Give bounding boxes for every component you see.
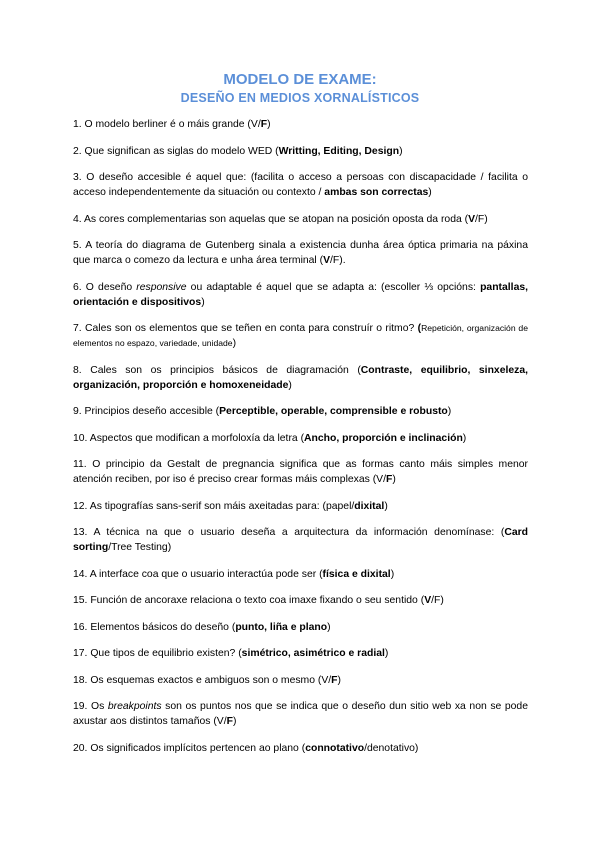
question-1: 1. O modelo berliner é o máis grande (V/F) (73, 119, 271, 130)
question-3: 3. O deseño accesible é aquel que: (facilita o acceso a persoas con discapacidade / facilita o acceso independentemente da situación ou contexto / ambas son correctas) (73, 172, 528, 198)
question-9: 9. Principios deseño accesible (Perceptible, operable, comprensible e robusto) (73, 406, 452, 417)
question-7: 7. Cales son os elementos que se teñen en conta para construír o ritmo? (Repetición, organización de elementos no espazo, variedade, unidade) (73, 323, 528, 349)
question-5: 5. A teoría do diagrama de Gutenberg sinala a existencia dunha área óptica primaria na páxina que marca o comezo da lectura e unha área terminal (V/F). (73, 240, 528, 266)
page-title: MODELO DE EXAME: (223, 71, 377, 88)
question-list (73, 117, 528, 767)
title-block (0, 71, 600, 106)
question-8: 8. Cales son os principios básicos de diagramación (Contraste, equilibrio, sinxeleza, organización, proporción e homoxeneidade) (73, 364, 529, 391)
question-13: 13. A técnica na que o usuario deseña a arquitectura da información denomínase: (Card sorting/Tree Testing) (73, 527, 528, 553)
question-11: 11. O principio da Gestalt de pregnancia significa que as formas canto máis simples menor atención reciben, por iso é preciso crear formas máis complexas (V/F) (73, 459, 528, 485)
question-10: 10. Aspectos que modifican a morfoloxía da letra (Ancho, proporción e inclinación) (73, 432, 467, 444)
question-15: 15. Función de ancoraxe relaciona o texto coa imaxe fixando o seu sentido (V/F) (73, 595, 444, 606)
question-20: 20. Os significados implícitos pertencen ao plano (connotativo/denotativo) (73, 742, 419, 754)
question-2: 2. Que significan as siglas do modelo WED (Writting, Editing, Design) (73, 145, 403, 157)
question-6: 6. O deseño responsive ou adaptable é aquel que se adapta a: (escoller ⅓ opcións: pantallas, orientación e dispositivos) (73, 281, 529, 308)
question-17: 17. Que tipos de equilibrio existen? (simétrico, asimétrico e radial) (73, 648, 389, 659)
page-subtitle: DESEÑO EN MEDIOS XORNALÍSTICOS (180, 91, 420, 105)
question-19: 19. Os breakpoints son os puntos nos que se indica que o deseño dun sitio web xa non se pode axustar aos distintos tamaños (V/F) (73, 701, 528, 727)
question-12: 12. As tipografías sans-serif son máis axeitadas para: (papel/dixital) (73, 500, 388, 512)
question-4: 4. As cores complementarias son aquelas que se atopan na posición oposta da roda (V/F) (73, 213, 488, 225)
question-18: 18. Os esquemas exactos e ambiguos son o mesmo (V/F) (73, 674, 341, 686)
question-14: 14. A interface coa que o usuario interactúa pode ser (física e dixital) (73, 568, 395, 580)
question-16: 16. Elementos básicos do deseño (punto, liña e plano) (73, 621, 331, 633)
